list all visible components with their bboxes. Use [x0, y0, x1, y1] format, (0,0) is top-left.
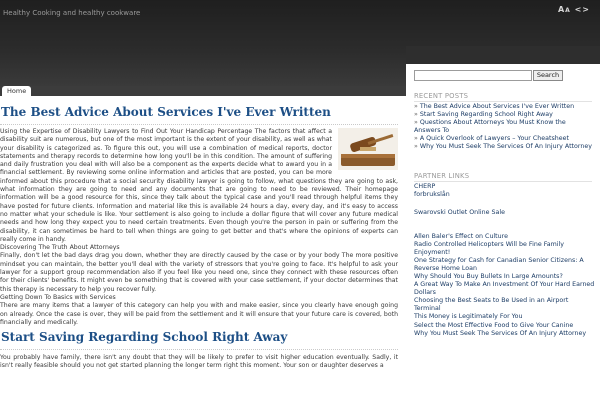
partner-link[interactable]: CHERP: [414, 183, 436, 190]
site-tagline: Healthy Cooking and healthy cookware: [3, 9, 141, 17]
main-content: [0, 100, 398, 400]
post-subheading: Getting Down To Basics with Services: [0, 293, 116, 301]
widget-divider: [414, 101, 592, 102]
post-paragraph: Finally, don't let the bad days drag you down, whether they are directly caused by the case or by your body The more positive mindset you can maintain, the better you'll deal with the variety of stressors that you're going to face. It's helpful to ask your lawyer for a support group recommendation also if you feel like you need one, since they connect with these resources often for their clients' benefits. It might even be something that is covered with your case settlement, if your doctor determines that this therapy is necessary to help you recover fully.: [0, 252, 398, 293]
recent-post-link[interactable]: » Start Saving Regarding School Right Away: [414, 110, 553, 118]
more-link[interactable]: A Great Way To Make An Investment Of Your Hard Earned Dollars: [414, 281, 595, 297]
post-body: [0, 128, 398, 326]
recent-post-link[interactable]: » Why You Must Seek The Services Of An Injury Attorney: [414, 142, 592, 150]
post-paragraph: Using the Expertise of Disability Lawyers to Find Out Your Handicap Percentage The factors that affect a disability suit are numerous, but one of the most important is the extent of your disability, as well as what your disability is categorized as. To figure this out, you will use a combination of medical reports, doctor statements and therapy records to determine how long you'll be in this condition. The amount of suffering and daily frustration you deal with will also be a component as the experts decide what to award you in a financial settlement. By reviewing some online information and articles that are posted, you can be more informed about this procedure that a social security disability lawyer is going to follow, what questions they are going to ask, what information they are going to need and any documents that are going to need to be reviewed. Their homepage information will be a good resource for this, since they talk about the typical case and you'll read through helpful items they have posted for future clients. Information and material like this is available 24 hours a day, every day, and it's easy to access no matter what your schedule is like. Your settlement is also going to include a dollar figure that will cover any future medical needs and how long they expect you to need certain treatments. Even though you're the person in pain or suffering from the disability, it can sometimes be hard to tell when things are going to get better and that's where the opinions of experts can really come in handy.: [0, 128, 398, 243]
post-subheading: Discovering The Truth About Attorneys: [0, 244, 120, 252]
more-link[interactable]: One Strategy for Cash for Canadian Senior Citizens: A Reverse Home Loan: [414, 257, 584, 272]
title-divider: [0, 349, 398, 350]
more-link[interactable]: This Money is Legitimately For You: [414, 313, 523, 321]
more-link[interactable]: Select the Most Effective Food to Give Your Canine: [414, 321, 574, 329]
sidebar-header-bar: [406, 46, 600, 64]
title-divider: [0, 124, 398, 125]
search-input[interactable]: [414, 70, 532, 81]
more-links-list: [414, 233, 596, 338]
more-link[interactable]: Choosing the Best Seats to Be Used in an Airport Terminal: [414, 297, 569, 313]
more-link[interactable]: Allen Baler's Effect on Culture: [414, 233, 508, 240]
recent-post-link[interactable]: » A Quick Overlook of Lawyers – Your Cheatsheet: [414, 134, 569, 142]
more-link[interactable]: Why You Must Seek The Services Of An Injury Attorney: [414, 329, 587, 337]
recent-posts-heading: RECENT POSTS: [414, 92, 469, 100]
more-link[interactable]: Radio Controlled Helicopters Will be Fine Family Enjoyment!: [414, 241, 564, 256]
recent-posts-list: [414, 103, 594, 151]
nav-home-tab[interactable]: Home: [2, 86, 31, 96]
font-smaller-button[interactable]: A: [565, 7, 571, 14]
widget-divider: [414, 181, 592, 182]
font-larger-button[interactable]: A: [557, 5, 566, 14]
post-paragraph: You probably have family, there isn't any doubt that they will be likely to prefer to visit higher education eventually. Sadly, it isn't really feasible should you not get started planning the longer term right this moment. Your son or daughter deserves a: [0, 354, 398, 370]
partner-link[interactable]: Swarovski Outlet Online Sale: [414, 209, 506, 216]
arrow-icon: »: [414, 142, 418, 150]
font-size-controls[interactable]: [558, 5, 590, 14]
gavel-image: [338, 128, 398, 170]
sidebar: [406, 46, 600, 400]
arrow-icon: »: [414, 134, 418, 142]
post-title[interactable]: The Best Advice About Services I've Ever Written: [1, 105, 331, 119]
arrow-icon: »: [414, 110, 418, 118]
post-title[interactable]: Start Saving Regarding School Right Away: [1, 330, 288, 344]
arrow-icon: »: [414, 118, 418, 126]
search-button[interactable]: Search: [533, 70, 563, 81]
post-paragraph: There are many items that a lawyer of this category can help you with and make easier, since you clearly have enough going on already. Once the case is over, they will be paid from the settlement and it will ensure that your future care is covered, both financially and medically.: [0, 302, 398, 326]
recent-post-link[interactable]: » Questions About Attorneys You Must Know the Answers To: [414, 118, 566, 134]
partner-links-heading: PARTNER LINKS: [414, 172, 470, 180]
partner-link[interactable]: forbrukslån: [414, 191, 450, 198]
arrow-icon: »: [414, 103, 418, 110]
font-arrows-icon[interactable]: <>: [574, 5, 590, 14]
more-link[interactable]: Why Should You Buy Bullets In Large Amounts?: [414, 273, 563, 281]
recent-post-link[interactable]: » The Best Advice About Services I've Ever Written: [414, 103, 575, 110]
post-body: [0, 354, 398, 400]
